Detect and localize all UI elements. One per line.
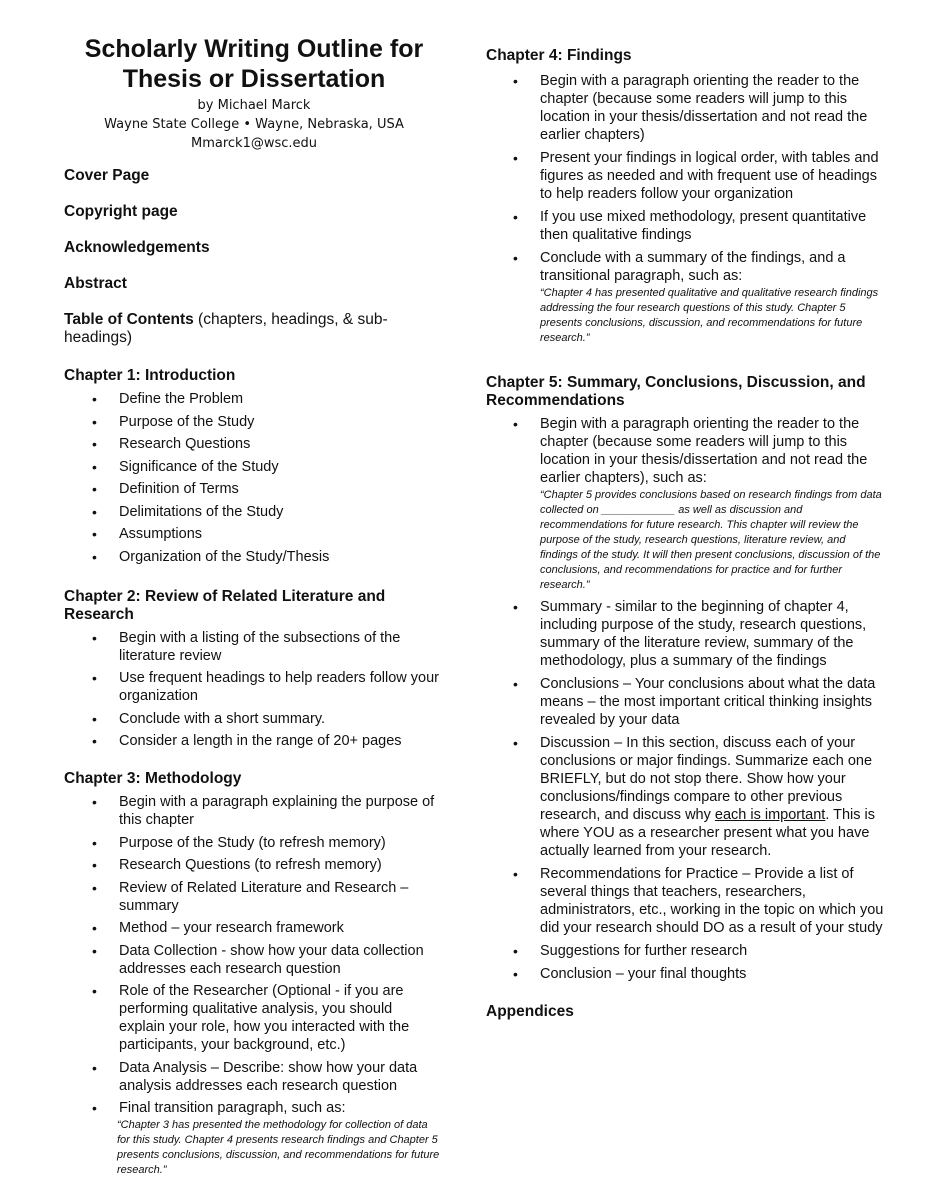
left-column [64, 0, 442, 1178]
list-item: • Significance of the Study [64, 458, 442, 476]
list-item: • Purpose of the Study [64, 413, 442, 431]
chapter2-list [64, 629, 442, 751]
cover-page-heading: Cover Page [64, 167, 150, 184]
chapter5-quote: “Chapter 5 provides conclusions based on research findings from data collected on ____________ as well as discussion and recommendations for future research. This chapter will review the purpose of the study, research questions, literature review, and findings of the study. It will then present conclusions, discussion of the conclusions, and recommendations for practice and for further research.” [540, 489, 882, 591]
list-item: • Data Analysis – Describe: show how your data analysis addresses each research question [64, 1059, 442, 1095]
chapter1-heading: Chapter 1: Introduction [64, 367, 236, 384]
chapter1-list [64, 390, 442, 566]
chapter4-quote: “Chapter 4 has presented qualitative and qualitative research findings addressing the four research questions of this study. Chapter 5 presents conclusions, discussion, and recommendations for future research.” [540, 287, 879, 344]
abstract-heading: Abstract [64, 275, 127, 292]
list-item: • Conclude with a short summary. [64, 710, 442, 728]
title-block [54, 34, 454, 153]
appendices-heading: Appendices [486, 1003, 574, 1020]
list-item: • Present your findings in logical order, with tables and figures as needed and with frequent use of headings to help readers follow your organization [486, 149, 886, 203]
chapter2-heading: Chapter 2: Review of Related Literature and Research [64, 587, 386, 623]
list-item: • Research Questions (to refresh memory) [64, 856, 442, 874]
list-item: • Conclusion – your final thoughts [486, 965, 886, 983]
chapter4-list [486, 72, 886, 346]
list-item: • Role of the Researcher (Optional - if you are performing qualitative analysis, you should explain your role, how you interacted with the participants, your background, etc.) [64, 982, 442, 1054]
list-item: • Review of Related Literature and Research – summary [64, 879, 442, 915]
list-item: • Suggestions for further research [486, 942, 886, 960]
list-item: • Consider a length in the range of 20+ pages [64, 732, 442, 750]
list-item: • Final transition paragraph, such as: “Chapter 3 has presented the methodology for collection of data for this study. Chapter 4 presents research findings and Chapter 5 presents conclusions, discussion, and recommendations for future research.” [64, 1099, 442, 1178]
list-item: • Data Collection - show how your data collection addresses each research question [64, 942, 442, 978]
list-item: • Use frequent headings to help readers follow your organization [64, 669, 442, 705]
list-item: • Research Questions [64, 435, 442, 453]
list-item: • Summary - similar to the beginning of chapter 4, including purpose of the study, research questions, summary of the literature review, summary of the methodology, plus a summary of the findings [486, 598, 886, 670]
chapter3-quote: “Chapter 3 has presented the methodology for collection of data for this study. Chapter 4 presents research findings and Chapter 5 presents conclusions, discussion, and recommendations for future research.” [117, 1119, 440, 1176]
author: by Michael Marck [197, 98, 311, 113]
list-item: • Discussion – In this section, discuss each of your conclusions or major findings. Summarize each one BRIEFLY, but do not stop there. Show how your conclusions/findings compare to other previous research, and discuss why each is important. This is where YOU as a researcher present what you have actually learned from your research. [486, 734, 886, 860]
list-item: • Conclude with a summary of the findings, and a transitional paragraph, such as: “Chapter 4 has presented qualitative and qualitative research findings addressing the four research questions of this study. Chapter 5 presents conclusions, discussion, and recommendations for future research.” [486, 249, 886, 346]
acknowledgements-heading: Acknowledgements [64, 239, 210, 256]
list-item: • Conclusions – Your conclusions about what the data means – the most important critical thinking insights revealed by your data [486, 675, 886, 729]
list-item: • Begin with a paragraph orienting the reader to the chapter (because some readers will jump to this location in your thesis/dissertation and not read the earlier chapters), such as: “Chapter 5 provides conclusions based on research findings from data collected on ____________ as well as discussion and recommendations for future research. This chapter will review the purpose of the study, research questions, literature review, and findings of the study. It will then present conclusions, discussion of the conclusions, and recommendations for practice and for further research.” [486, 415, 886, 593]
toc-note: (chapters, headings, & sub-headings) [64, 311, 388, 346]
list-item: • Definition of Terms [64, 480, 442, 498]
list-item: • Define the Problem [64, 390, 442, 408]
document-title: Scholarly Writing Outline for Thesis or Dissertation [84, 35, 424, 93]
affiliation: Wayne State College • Wayne, Nebraska, USA [104, 117, 404, 132]
underlined-text: each is important [714, 807, 826, 823]
list-item: • Delimitations of the Study [64, 503, 442, 521]
list-item: • Begin with a listing of the subsections of the literature review [64, 629, 442, 665]
list-item: • Organization of the Study/Thesis [64, 548, 442, 566]
list-item: • If you use mixed methodology, present quantitative then qualitative findings [486, 208, 886, 244]
right-column [486, 0, 886, 1021]
list-item: • Assumptions [64, 525, 442, 543]
list-item: • Recommendations for Practice – Provide a list of several things that teachers, researchers, administrators, etc., working in the topic on which you did your research should DO as a result of your study [486, 865, 886, 937]
list-item: • Method – your research framework [64, 919, 442, 937]
copyright-page-heading: Copyright page [64, 203, 178, 220]
chapter4-heading: Chapter 4: Findings [486, 47, 632, 64]
list-item: • Begin with a paragraph orienting the reader to the chapter (because some readers will jump to this location in your thesis/dissertation and not read the earlier chapters) [486, 72, 886, 144]
email: Mmarck1@wsc.edu [190, 136, 318, 151]
list-item: • Purpose of the Study (to refresh memory) [64, 834, 442, 852]
chapter5-heading: Chapter 5: Summary, Conclusions, Discussion, and Recommendations [486, 374, 866, 409]
chapter3-heading: Chapter 3: Methodology [64, 770, 242, 787]
toc-heading: Table of Contents (chapters, headings, & sub-headings) [64, 311, 388, 346]
chapter5-list [486, 415, 886, 983]
list-item: • Begin with a paragraph explaining the purpose of this chapter [64, 793, 442, 829]
chapter3-list [64, 793, 442, 1178]
